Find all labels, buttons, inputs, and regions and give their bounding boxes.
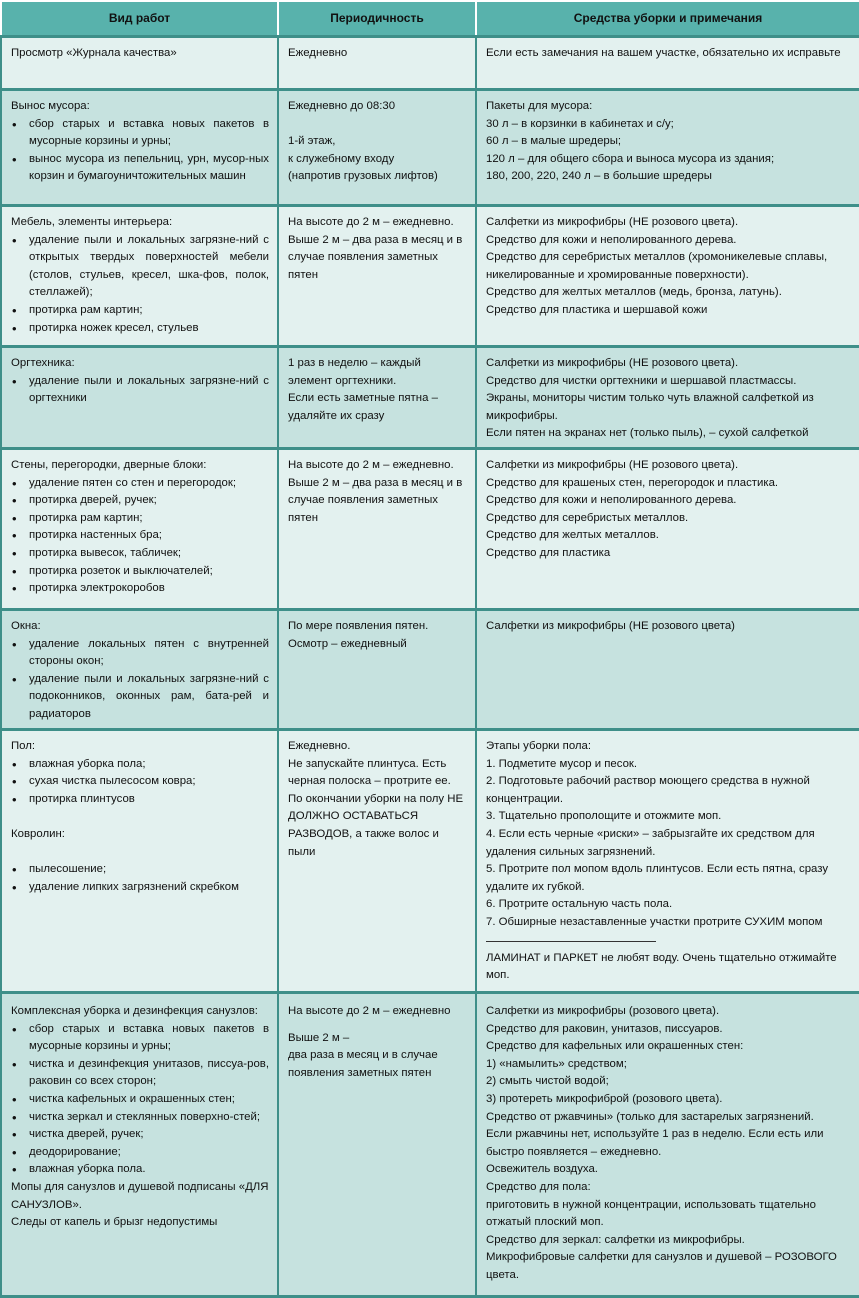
work-cell: [1, 449, 278, 610]
note-line: 180, 200, 220, 240 л – в большие шредеры: [486, 170, 712, 183]
table-row: [1, 610, 859, 730]
note-line: Средство для зеркал: салфетки из микрофибры.: [486, 1233, 745, 1246]
work-cell: [1, 993, 278, 1297]
note-line: Салфетки из микрофибры (НЕ розового цвета): [486, 620, 735, 632]
work-bullet: • вынос мусора из пепельниц, урн, мусор-ных корзин и бумагоуничтожительных машин: [11, 151, 269, 186]
period-cell: [278, 449, 476, 610]
spacer: [11, 808, 269, 826]
work-bullet: • протирка розеток и выключателей;: [11, 563, 269, 581]
period-line: Выше 2 м – два раза в месяц и в случае появления заметных пятен: [288, 233, 463, 281]
header-work-type: Вид работ: [1, 1, 278, 37]
header-periodicity: Периодичность: [278, 1, 476, 37]
period-line: Ежедневно: [288, 47, 348, 59]
notes-cell: [476, 993, 859, 1297]
note-line: 5. Протрите пол мопом вдоль плинтусов. Если есть пятна, сразу удалите их губкой.: [486, 863, 829, 893]
table-row: [1, 449, 859, 610]
period-cell: [278, 206, 476, 347]
table-row: [1, 730, 859, 993]
work-bullet: • протирка ножек кресел, стульев: [11, 320, 269, 338]
work-bullet: • чистка дверей, ручек;: [11, 1126, 269, 1144]
period-cell: [278, 993, 476, 1297]
note-line: Средство для пола:: [486, 1180, 591, 1193]
table-row: [1, 37, 859, 90]
period-line: Выше 2 м –: [288, 1031, 350, 1044]
work-bullet: • протирка электрокоробов: [11, 580, 269, 598]
work-bullet: • чистка кафельных и окрашенных стен;: [11, 1091, 269, 1109]
note-line: Салфетки из микрофибры (НЕ розового цвета).: [486, 459, 739, 471]
note-line: 30 л – в корзинки в кабинетах и с/у;: [486, 117, 674, 130]
note-line: Средство для серебристых металлов (хромоникелевые сплавы, никелированные и хромированные поверхности).: [486, 251, 828, 281]
work-cell: [1, 206, 278, 347]
note-line: 4. Если есть черные «риски» – забрызгайте их средством для удаления сильных загрязнений.: [486, 827, 815, 858]
note-line: приготовить в нужной концентрации, использовать тщательно отжатый плоский моп.: [486, 1198, 816, 1229]
note-line: Средство для пластика: [486, 546, 611, 559]
work-title: Оргтехника:: [11, 357, 75, 369]
period-cell: [278, 347, 476, 449]
note-line: Салфетки из микрофибры (НЕ розового цвета).: [486, 357, 739, 369]
work-bullet: • сбор старых и вставка новых пакетов в мусорные корзины и урны;: [11, 116, 269, 151]
notes-cell: [476, 610, 859, 730]
note-line: Средство для кожи и неполированного дерева.: [486, 233, 737, 246]
note-line: Салфетки из микрофибры (розового цвета).: [486, 1005, 720, 1017]
note-line: Средство для чистки оргтехники и шершавой пластмассы.: [486, 374, 797, 387]
work-bullet: • протирка плинтусов: [11, 791, 269, 809]
work-cell: [1, 37, 278, 90]
period-line: Если есть заметные пятна – удаляйте их сразу: [288, 392, 438, 422]
period-line: По мере появления пятен.: [288, 620, 429, 632]
work-cell: [1, 610, 278, 730]
period-line: [288, 116, 467, 134]
note-line: Средство для пластика и шершавой кожи: [486, 303, 708, 316]
period-line: два раза в месяц и в случае появления заметных пятен: [288, 1049, 438, 1079]
note-line: Если есть замечания на вашем участке, обязательно их исправьте: [486, 47, 841, 59]
notes-cell: [476, 206, 859, 347]
period-line: Выше 2 м – два раза в месяц и в случае появления заметных пятен: [288, 476, 463, 524]
note-line: 1) «намылить» средством;: [486, 1057, 627, 1070]
note-line: 60 л – в малые шредеры;: [486, 135, 622, 148]
work-bullet: • чистка и дезинфекция унитазов, писсуа-ров, раковин со всех сторон;: [11, 1056, 269, 1091]
period-line: Не запускайте плинтуса. Есть черная полоска – протрите ее.: [288, 757, 451, 788]
notes-cell: [476, 37, 859, 90]
note-line: Этапы уборки пола:: [486, 740, 592, 752]
note-line: Средство для кафельных или окрашенных стен:: [486, 1040, 744, 1053]
spacer: [11, 844, 269, 862]
work-bullet: • удаление пыли и локальных загрязне-ний с открытых твердых поверхностей мебели (столов, стульев, кресел, шка-фов, полок, стеллажей);: [11, 232, 269, 302]
table-row: [1, 347, 859, 449]
notes-cell: [476, 730, 859, 993]
note-line: 2. Подготовьте рабочий раствор моющего средства в нужной концентрации.: [486, 775, 810, 805]
note-line: 7. Обширные незаставленные участки протрите СУХИМ мопом: [486, 915, 823, 928]
work-cell: [1, 730, 278, 993]
note-line: 3) протереть микрофиброй (розового цвета).: [486, 1092, 723, 1105]
period-line: По окончании уборки на полу НЕ ДОЛЖНО ОСТАВАТЬСЯ РАЗВОДОВ, а также волос и пыли: [288, 792, 464, 858]
work-bullet: • протирка дверей, ручек;: [11, 492, 269, 510]
work-title: Мебель, элементы интерьера:: [11, 216, 173, 228]
note-line: Освежитель воздуха.: [486, 1163, 598, 1176]
period-line: Осмотр – ежедневный: [288, 637, 407, 650]
work-title: Вынос мусора:: [11, 100, 90, 112]
work-bullet: • влажная уборка пола;: [11, 756, 269, 774]
period-cell: [278, 37, 476, 90]
period-line: На высоте до 2 м – ежедневно.: [288, 216, 454, 228]
work-cell: [1, 347, 278, 449]
work-extra-line: Мопы для санузлов и душевой подписаны «ДЛЯ САНУЗЛОВ».: [11, 1180, 269, 1211]
work-bullet: • пылесошение;: [11, 861, 269, 879]
work-bullet: • протирка вывесок, табличек;: [11, 545, 269, 563]
work-bullet: • влажная уборка пола.: [11, 1161, 269, 1179]
period-cell: [278, 90, 476, 206]
work-bullet: • сухая чистка пылесосом ковра;: [11, 773, 269, 791]
notes-cell: [476, 90, 859, 206]
notes-cell: [476, 347, 859, 449]
period-line: Ежедневно до 08:30: [288, 100, 396, 112]
note-line: 2) смыть чистой водой;: [486, 1075, 609, 1088]
note-line: Если пятен на экранах нет (только пыль), – сухой салфеткой: [486, 427, 809, 440]
note-line: Экраны, мониторы чистим только чуть влажной салфеткой из микрофибры.: [486, 392, 814, 422]
work-bullet: • сбор старых и вставка новых пакетов в мусорные корзины и урны;: [11, 1021, 269, 1056]
note-line: Салфетки из микрофибры (НЕ розового цвета).: [486, 216, 739, 228]
note-line: Пакеты для мусора:: [486, 100, 593, 112]
note-line: Средство для кожи и неполированного дерева.: [486, 494, 737, 507]
work-bullet: • удаление пыли и локальных загрязне-ний с подоконников, оконных рам, бата-рей и радиаторов: [11, 671, 269, 724]
note-line: 120 л – для общего сбора и выноса мусора из здания;: [486, 152, 775, 165]
work-bullet: • удаление липких загрязнений скребком: [11, 879, 269, 897]
table-row: [1, 90, 859, 206]
work-bullet: • удаление пыли и локальных загрязне-ний с оргтехники: [11, 373, 269, 408]
header-tools-notes: Средства уборки и примечания: [476, 1, 859, 37]
header-row: [1, 1, 859, 37]
period-cell: [278, 610, 476, 730]
work-title: Пол:: [11, 740, 36, 752]
work-title: Просмотр «Журнала качества»: [11, 47, 177, 59]
work-bullet: • протирка рам картин;: [11, 302, 269, 320]
note-line: Микрофибровые салфетки для санузлов и душевой – РОЗОВОГО цвета.: [486, 1251, 837, 1281]
work-title: Стены, перегородки, дверные блоки:: [11, 459, 207, 471]
work-extra-line: Следы от капель и брызг недопустимы: [11, 1216, 218, 1229]
note-line: 3. Тщательно прополощите и отожмите моп.: [486, 810, 722, 823]
divider-line: [486, 941, 656, 942]
spacer: [288, 1021, 467, 1030]
note-line: 6. Протрите остальную часть пола.: [486, 898, 673, 911]
period-line: Ежедневно.: [288, 740, 351, 752]
note-line: Средство от ржавчины» (только для застарелых загрязнений.: [486, 1110, 814, 1123]
work-bullet: • протирка рам картин;: [11, 510, 269, 528]
period-line: к служебному входу: [288, 152, 395, 165]
table-row: [1, 993, 859, 1297]
period-line: На высоте до 2 м – ежедневно.: [288, 459, 454, 471]
work-title: Ковролин:: [11, 827, 65, 840]
note-line: Средство для раковин, унитазов, писсуаров.: [486, 1022, 723, 1035]
note-line: ЛАМИНАТ и ПАРКЕТ не любят воду. Очень тщательно отжимайте моп.: [486, 951, 837, 982]
notes-cell: [476, 449, 859, 610]
period-line: На высоте до 2 м – ежедневно: [288, 1005, 451, 1017]
period-cell: [278, 730, 476, 993]
note-line: Средство для серебристых металлов.: [486, 511, 689, 524]
note-line: Средство для желтых металлов.: [486, 529, 659, 542]
work-bullet: • удаление локальных пятен с внутренней стороны окон;: [11, 636, 269, 671]
work-bullet: • чистка зеркал и стеклянных поверхно-стей;: [11, 1109, 269, 1127]
period-line: 1 раз в неделю – каждый элемент оргтехники.: [288, 357, 421, 387]
note-line: Средство для желтых металлов (медь, бронза, латунь).: [486, 286, 782, 299]
period-line: (напротив грузовых лифтов): [288, 170, 438, 183]
note-line: 1. Подметите мусор и песок.: [486, 757, 638, 770]
work-title: Комплексная уборка и дезинфекция санузлов:: [11, 1005, 258, 1017]
table-row: [1, 206, 859, 347]
work-bullet: • удаление пятен со стен и перегородок;: [11, 475, 269, 493]
note-line: Средство для крашеных стен, перегородок и пластика.: [486, 476, 779, 489]
note-line: Если ржавчины нет, используйте 1 раз в неделю. Если есть или быстро появляется – ежедневно.: [486, 1128, 824, 1158]
work-title: Окна:: [11, 620, 41, 632]
work-bullet: • деодорирование;: [11, 1144, 269, 1162]
period-line: 1-й этаж,: [288, 135, 336, 148]
work-cell: [1, 90, 278, 206]
work-bullet: • протирка настенных бра;: [11, 527, 269, 545]
